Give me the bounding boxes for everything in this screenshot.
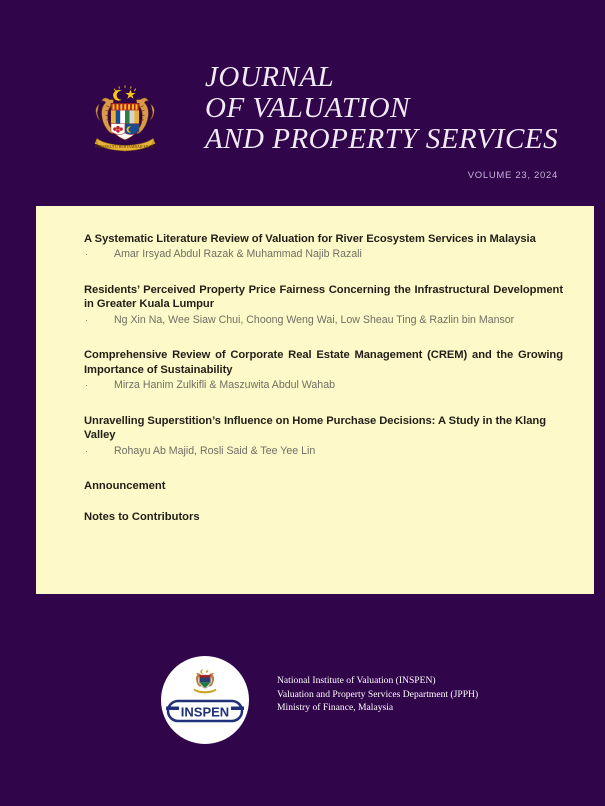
bullet-icon: ·	[85, 380, 88, 391]
footer	[0, 648, 605, 768]
bullet-icon: ·	[85, 314, 88, 325]
footer-line-1: National Institute of Valuation (INSPEN)	[277, 675, 436, 686]
bullet-icon: ·	[85, 445, 88, 456]
entry-spacer	[84, 471, 563, 479]
entry-title: A Systematic Literature Review of Valuation for River Ecosystem Services in Malaysia	[84, 233, 536, 245]
svg-text:INSPEN: INSPEN	[180, 704, 230, 720]
entry-authors-text: Ng Xin Na, Wee Siaw Chui, Choong Weng Wai, Low Sheau Ting & Razlin bin Mansor	[114, 313, 515, 326]
contents-entry	[84, 232, 563, 262]
entry-authors-text: Rohayu Ab Majid, Rosli Said & Tee Yee Lin	[114, 444, 316, 457]
entry-authors-text: Amar Irsyad Abdul Razak & Muhammad Najib Razali	[114, 248, 362, 261]
bullet-icon: ·	[85, 249, 88, 260]
entry-title: Comprehensive Review of Corporate Real Estate Management (CREM) and the Growing Importance of Sustainability	[84, 349, 563, 376]
journal-title-line-1: JOURNAL	[205, 61, 335, 93]
journal-title-line-3: AND PROPERTY SERVICES	[205, 123, 559, 155]
footer-line-2: Valuation and Property Services Department (JPPH)	[277, 688, 479, 700]
entry-authors-text: Mirza Hanim Zulkifli & Maszuwita Abdul Wahab	[114, 379, 335, 392]
svg-text:BERSEKUTU BERTAMBAH MUTU: BERSEKUTU BERTAMBAH MUTU	[95, 144, 155, 149]
footer-organisation-text	[277, 674, 478, 715]
journal-title	[205, 62, 585, 155]
contents-entry	[84, 348, 563, 392]
contents-entry	[84, 283, 563, 327]
entry-title: Unravelling Superstition’s Influence on Home Purchase Decisions: A Study in the Klang Valley	[84, 414, 546, 442]
entry-authors	[84, 313, 563, 328]
notes-to-contributors-entry: Notes to Contributors	[84, 510, 200, 523]
entry-spacer	[84, 406, 563, 414]
inspen-logo-icon	[161, 656, 249, 744]
contents-panel	[36, 206, 594, 594]
entry-spacer	[84, 275, 563, 283]
footer-line-3: Ministry of Finance, Malaysia	[277, 702, 394, 714]
inspen-wordmark	[166, 696, 244, 726]
entry-authors	[84, 247, 563, 262]
journal-title-line-2: OF VALUATION	[205, 92, 410, 124]
volume-label: VOLUME 23, 2024	[467, 170, 558, 181]
masthead	[0, 0, 605, 200]
announcement-entry: Announcement	[84, 480, 166, 493]
entry-authors	[84, 444, 563, 459]
contents-entry	[84, 414, 563, 458]
entry-spacer	[84, 340, 563, 348]
entry-authors	[84, 378, 563, 393]
entry-title: Residents’ Perceived Property Price Fairness Concerning the Infrastructural Development in Greater Kuala Lumpur	[84, 284, 563, 311]
inspen-crest-icon	[190, 667, 220, 694]
malaysia-coat-of-arms-icon	[86, 84, 164, 154]
